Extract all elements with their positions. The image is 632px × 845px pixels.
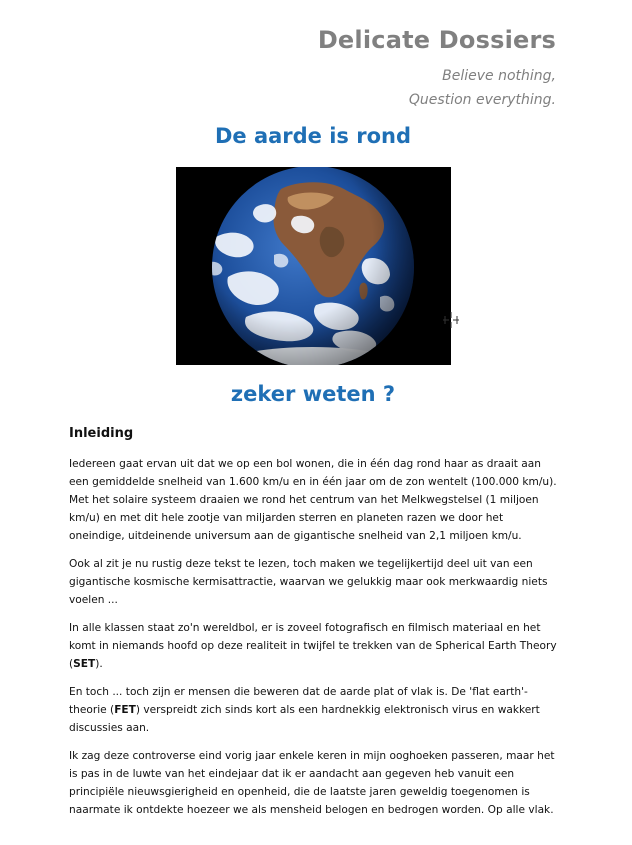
page-title: De aarde is rond [214, 124, 412, 148]
paragraph-4-end: ) verspreidt zich sinds kort als een hardnekkig elektronisch virus en wakkert discussies aan. [69, 704, 540, 734]
paragraph-2: Ook al zit je nu rustig deze tekst te lezen, toch maken we tegelijkertijd deel uit van een gigantische kosmische kermisattractie, waarvan we gelukkig maar ook merkwaardig niets voelen ... [69, 558, 548, 606]
set-abbreviation: SET [73, 658, 96, 670]
paragraph-3-text: In alle klassen staat zo'n wereldbol, er is zoveel fotografisch en filmisch materiaal en het komt in niemands hoofd op deze realiteit in twijfel te trekken van de Spherical Earth Theory ( [69, 622, 557, 670]
article-body [69, 426, 559, 829]
section-heading: Inleiding [69, 426, 134, 441]
tagline [409, 64, 556, 112]
paragraph-5: Ik zag deze controverse eind vorig jaar enkele keren in mijn ooghoeken passeren, maar het is pas in de luwte van het eindejaar dat ik er aandacht aan gegeven heb vanuit een principiële nieuwsgierigheid en openheid, die de laatste jaren geweldig toegenomen is naarmate ik ontdekte hoezeer we als mensheid belogen en bedrogen worden. Op alle vlak. [69, 750, 555, 816]
paragraph-3 [69, 619, 559, 673]
crosshair-cursor-icon [442, 311, 460, 329]
tagline-line-1: Believe nothing, [442, 68, 556, 84]
paragraph-4 [69, 683, 559, 737]
page-subtitle: zeker weten ? [230, 382, 396, 406]
brand-title: Delicate Dossiers [317, 26, 556, 54]
paragraph-3-end: ). [95, 658, 103, 670]
earth-image [176, 167, 451, 365]
paragraph-4-text: En toch ... toch zijn er mensen die beweren dat de aarde plat of vlak is. De 'flat earth'-theorie ( [69, 686, 528, 716]
paragraph-1: Iedereen gaat ervan uit dat we op een bol wonen, die in één dag rond haar as draait aan een gemiddelde snelheid van 1.600 km/u en in één jaar om de zon wentelt (100.000 km/u). Met het solaire systeem draaien we rond het centrum van het Melkwegstelsel (1 miljoen km/u) en met dit hele zootje van miljarden sterren en planeten razen we door het oneindige, uitdeinende universum aan de gigantische snelheid van 2,1 miljoen km/u. [69, 458, 557, 542]
tagline-line-2: Question everything. [408, 92, 556, 108]
fet-abbreviation: FET [114, 704, 136, 716]
earth-globe-icon [176, 167, 451, 365]
